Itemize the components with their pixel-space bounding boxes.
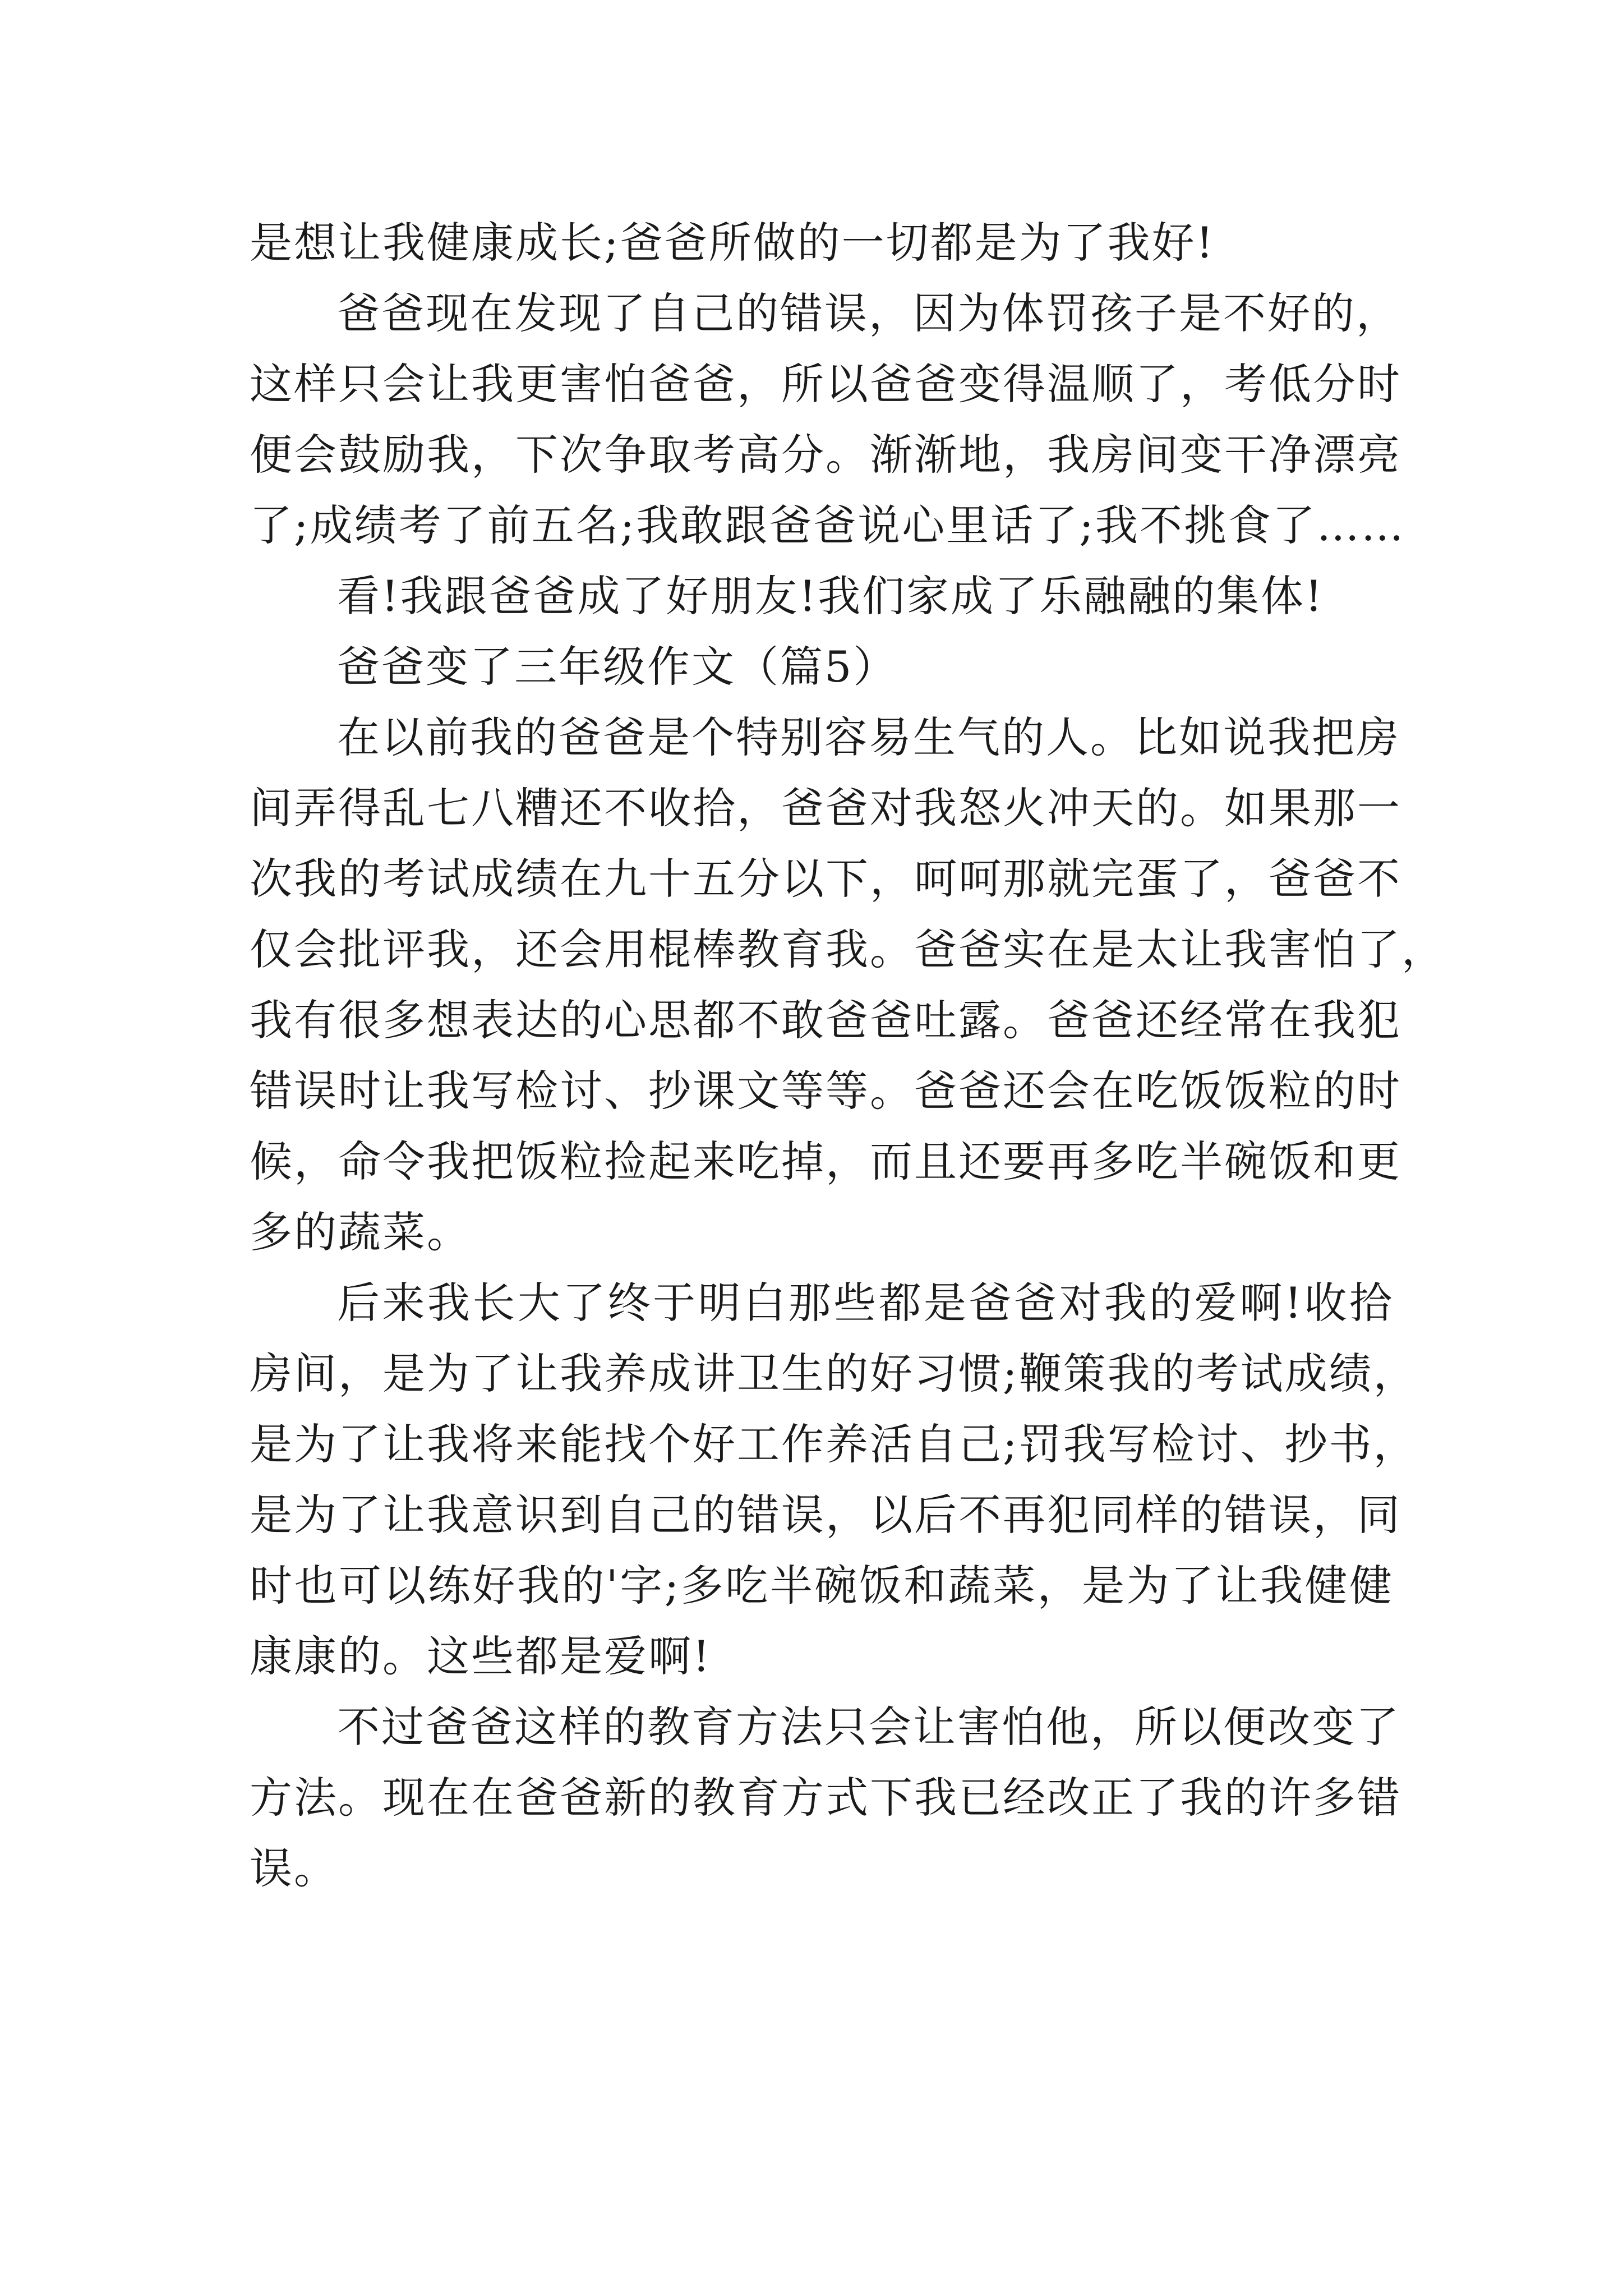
text-line: 误。 [250, 1843, 338, 1893]
text-line: 是为了让我将来能找个好工作养活自己;罚我写检讨、抄书， [250, 1419, 1418, 1469]
text-line: 间弄得乱七八糟还不收拾，爸爸对我怒火冲天的。如果那一 [250, 783, 1401, 833]
text-line: 康康的。这些都是爱啊! [250, 1631, 712, 1681]
text-line: 是想让我健康成长;爸爸所做的一切都是为了我好! [250, 218, 1215, 268]
text-line: 多的蔬菜。 [250, 1207, 471, 1257]
text-line: 次我的考试成绩在九十五分以下，呵呵那就完蛋了，爸爸不 [250, 854, 1401, 904]
text-line: 时也可以练好我的'字;多吃半碗饭和蔬菜，是为了让我健健 [250, 1561, 1394, 1611]
text-line: 房间，是为了让我养成讲卫生的好习惯;鞭策我的考试成绩， [250, 1349, 1418, 1398]
essay-body [250, 208, 1446, 1904]
section-heading: 爸爸变了三年级作文（篇5） [337, 642, 898, 692]
text-line: 看!我跟爸爸成了好朋友!我们家成了乐融融的集体! [337, 571, 1324, 621]
text-line: 方法。现在在爸爸新的教育方式下我已经改正了我的许多错 [250, 1773, 1401, 1823]
text-line: 了;成绩考了前五名;我敢跟爸爸说心里话了;我不挑食了…… [250, 500, 1405, 550]
text-line: 候，命令我把饭粒捡起来吃掉，而且还要再多吃半碗饭和更 [250, 1137, 1401, 1186]
text-line: 后来我长大了终于明白那些都是爸爸对我的爱啊!收拾 [337, 1278, 1394, 1328]
text-line: 不过爸爸这样的教育方法只会让害怕他，所以便改变了 [337, 1702, 1400, 1752]
text-line: 在以前我的爸爸是个特别容易生气的人。比如说我把房 [337, 712, 1400, 762]
text-line: 是为了让我意识到自己的错误，以后不再犯同样的错误，同 [250, 1490, 1401, 1540]
text-line: 爸爸现在发现了自己的错误，因为体罚孩子是不好的， [337, 288, 1400, 338]
text-line: 仅会批评我，还会用棍棒教育我。爸爸实在是太让我害怕了， [250, 924, 1446, 974]
text-line: 这样只会让我更害怕爸爸，所以爸爸变得温顺了，考低分时 [250, 359, 1401, 409]
text-line: 便会鼓励我，下次争取考高分。渐渐地，我房间变干净漂亮 [250, 430, 1401, 480]
text-line: 我有很多想表达的心思都不敢爸爸吐露。爸爸还经常在我犯 [250, 995, 1401, 1045]
text-line: 错误时让我写检讨、抄课文等等。爸爸还会在吃饭饭粒的时 [250, 1066, 1401, 1116]
